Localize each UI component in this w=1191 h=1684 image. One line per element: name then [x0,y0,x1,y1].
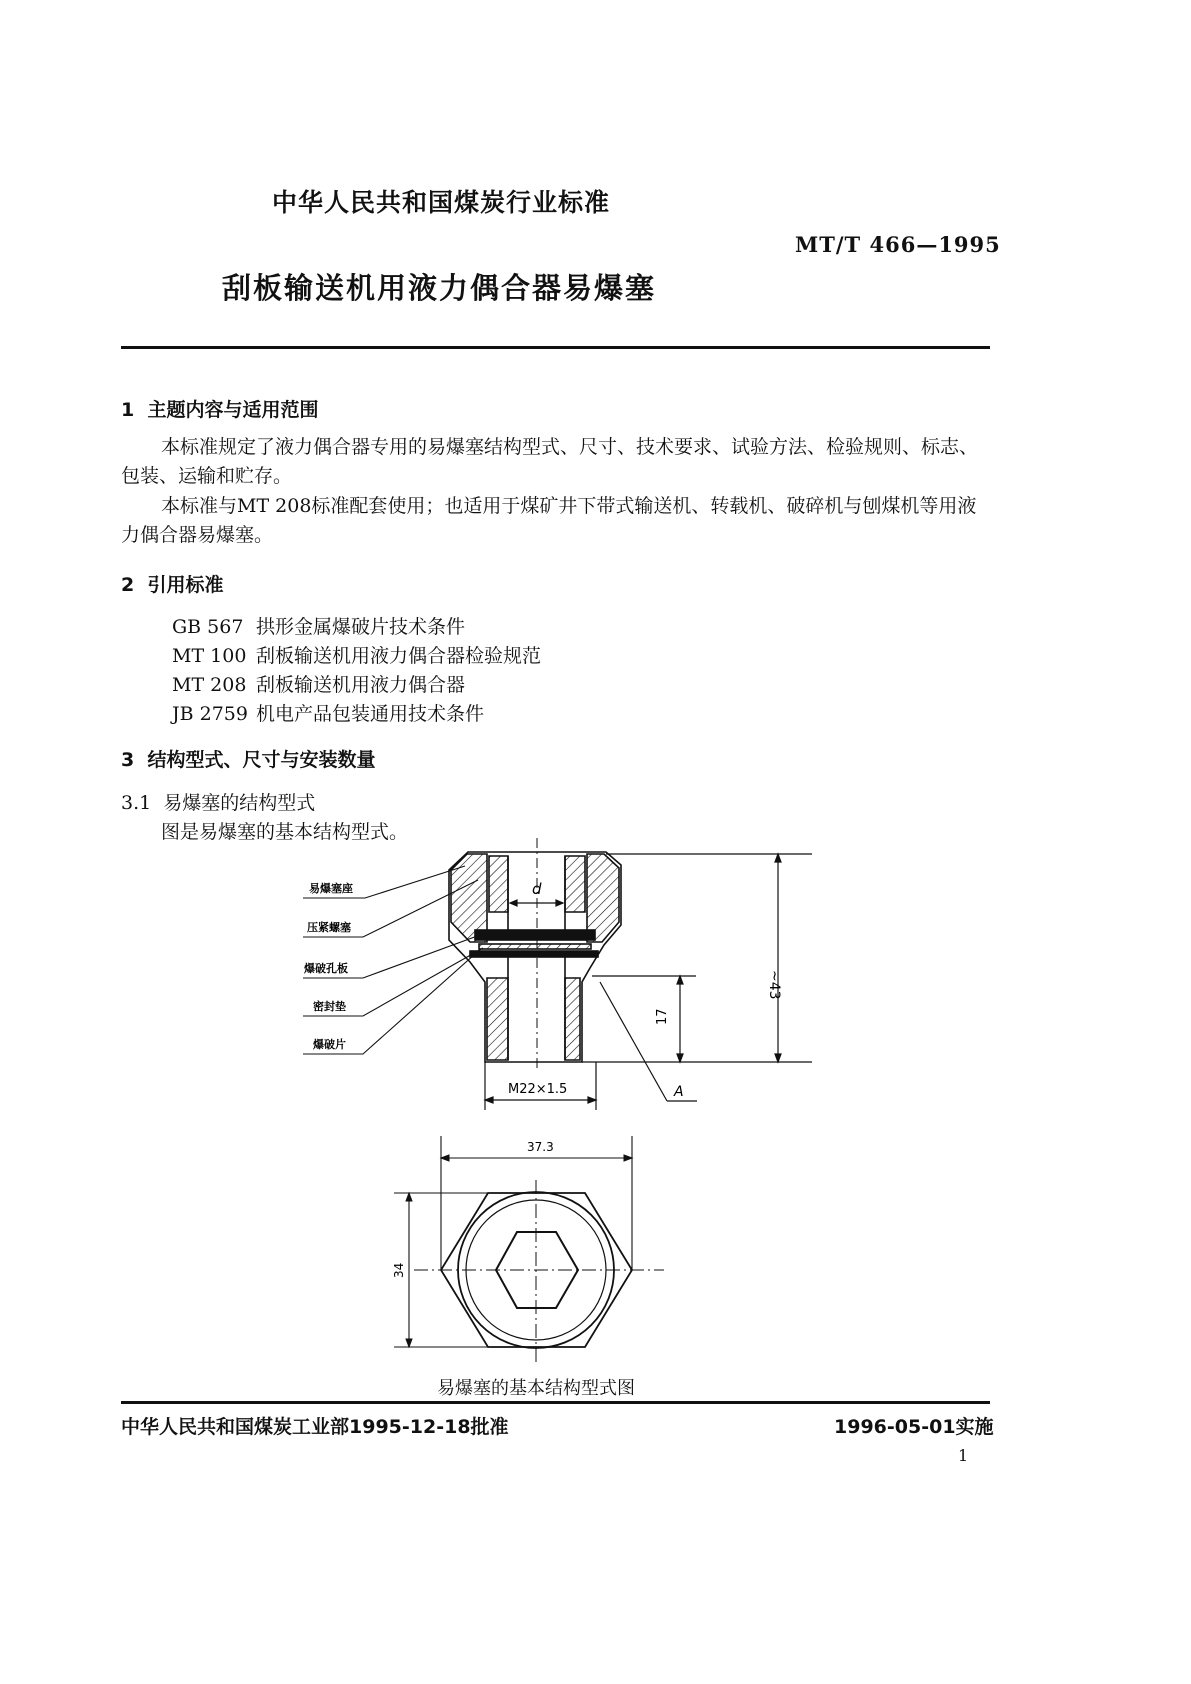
reference-code: MT 100 [172,645,247,667]
section-1-para-2: 本标准与MT 208标准配套使用；也适用于煤矿井下带式输送机、转载机、破碎机与刨煤机等用液力偶合器易爆塞。 [121,495,977,546]
reference-code: MT 208 [172,674,247,696]
section-2-heading: 2 引用标准 [121,574,224,596]
top-hex-view [394,1136,664,1362]
dim-total-label: ~43 [766,970,782,1000]
reference-title: 拱形金属爆破片技术条件 [256,616,466,638]
section-1-para-1: 本标准规定了液力偶合器专用的易爆塞结构型式、尺寸、技术要求、试验方法、检验规则、标志、包装、运输和贮存。 [121,436,979,487]
reference-code: GB 567 [172,616,244,638]
section-3-1-heading: 3.1 易爆塞的结构型式 [121,792,316,814]
section-3-1-text: 图是易爆塞的基本结构型式。 [161,821,409,843]
effective-date: 1996-05-01实施 [834,1416,994,1438]
reference-title: 刮板输送机用液力偶合器检验规范 [256,645,542,667]
dim-thread-label: M22×1.5 [508,1082,568,1097]
section-3-heading: 3 结构型式、尺寸与安装数量 [121,749,376,771]
callout-label: 密封垫 [313,1000,346,1013]
org-title: 中华人民共和国煤炭行业标准 [272,188,611,217]
footer-rule [121,1401,990,1404]
document-title: 刮板输送机用液力偶合器易爆塞 [222,271,657,305]
figure-caption: 易爆塞的基本结构型式图 [437,1378,635,1399]
reference-title: 刮板输送机用液力偶合器 [256,674,466,696]
callout-label: 易爆塞座 [309,882,353,895]
approval-line: 中华人民共和国煤炭工业部1995-12-18批准 [121,1416,509,1438]
callout-label: 爆破片 [313,1038,346,1051]
view-a-label: A [674,1084,684,1100]
standard-code: MT/T 466—1995 [795,232,1001,257]
dim-d-label: d [532,880,542,898]
side-section-view [449,838,621,1072]
dim-height-label: 34 [392,1262,406,1278]
callout-label: 爆破孔板 [304,962,348,975]
reference-code: JB 2759 [172,703,248,725]
page-number: 1 [958,1446,969,1465]
reference-title: 机电产品包装通用技术条件 [256,703,485,725]
section-1-heading: 1 主题内容与适用范围 [121,399,319,421]
dim-17-label: 17 [655,1008,670,1025]
dim-width-label: 37.3 [527,1140,554,1154]
callout-label: 压紧螺塞 [307,921,351,934]
